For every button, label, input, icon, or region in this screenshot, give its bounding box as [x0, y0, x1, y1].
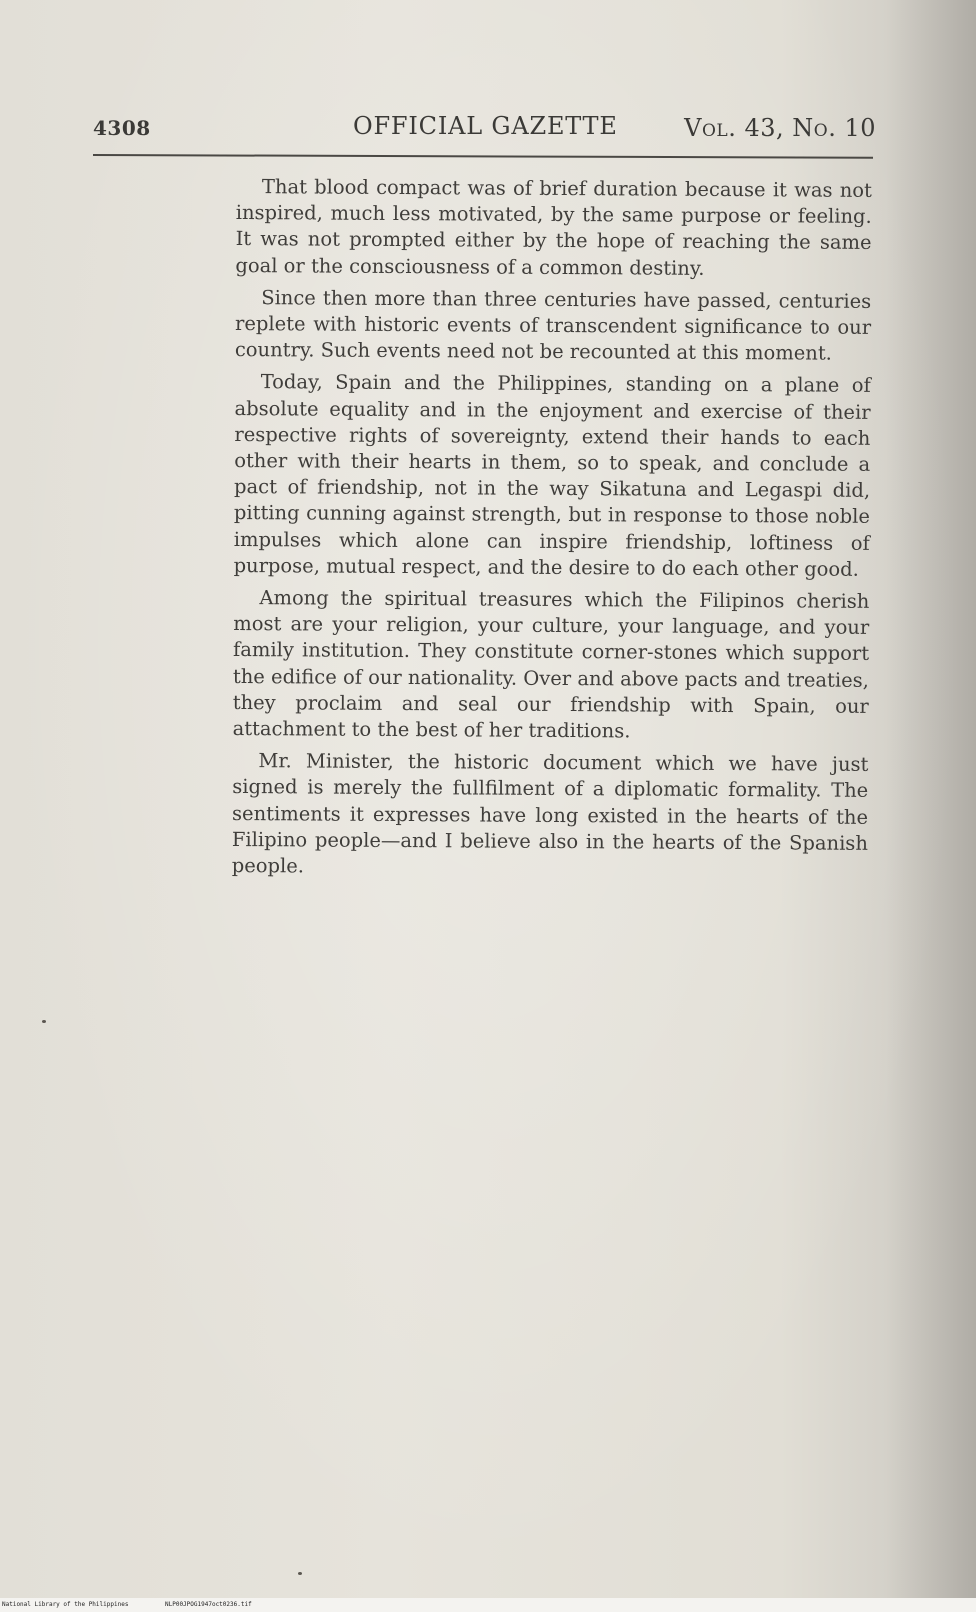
volume-number: Vol. 43, No. 10 [684, 114, 876, 142]
article-body [232, 174, 872, 889]
running-head [93, 110, 876, 146]
journal-title: OFFICIAL GAZETTE [353, 112, 618, 140]
paper-speck [298, 1572, 302, 1575]
paper-speck [42, 1020, 46, 1023]
header-rule [93, 154, 873, 159]
scan-footer [0, 1598, 976, 1612]
page-number: 4308 [93, 116, 151, 140]
paragraph: Today, Spain and the Philippines, standing on a plane of absolute equality and in the enjoyment and exercise of their respective rights of sovereignty, extend their hands to each other with their hearts in them, so to speak, and conclude a pact of friendship, not in the way Sikatuna and Legaspi did, pitting cunning against strength, but in response to those noble impulses which alone can inspire friendship, loftiness of purpose, mutual respect, and the desire to do each other good. [233, 370, 871, 581]
paragraph: That blood compact was of brief duration because it was not inspired, much less motivated, by the same purpose or feeling. It was not prompted either by the hope of reaching the same goal or the consciousness of a common destiny. [235, 175, 872, 280]
file-identifier: NLP00JPOG1947oct0236.tif [165, 1601, 252, 1608]
paragraph: Mr. Minister, the historic document which we have just signed is merely the fullfilment of a diplomatic formality. The sentiments it expresses have long existed in the hearts of the Filipino people—and I believe also in the hearts of the Spanish people. [231, 749, 869, 878]
paragraph: Since then more than three centuries have passed, centuries replete with historic events of transcendent significance to our country. Such events need not be recounted at this moment. [234, 285, 872, 365]
library-credit: National Library of the Philippines [2, 1601, 129, 1608]
paragraph: Among the spiritual treasures which the Filipinos cherish most are your religion, your culture, your language, and your family institution. They constitute corner-stones which support the edifice of our nationality. Over and above pacts and treaties, they proclaim and seal our friendship with Spain, our attachment to the best of her traditions. [232, 586, 870, 743]
